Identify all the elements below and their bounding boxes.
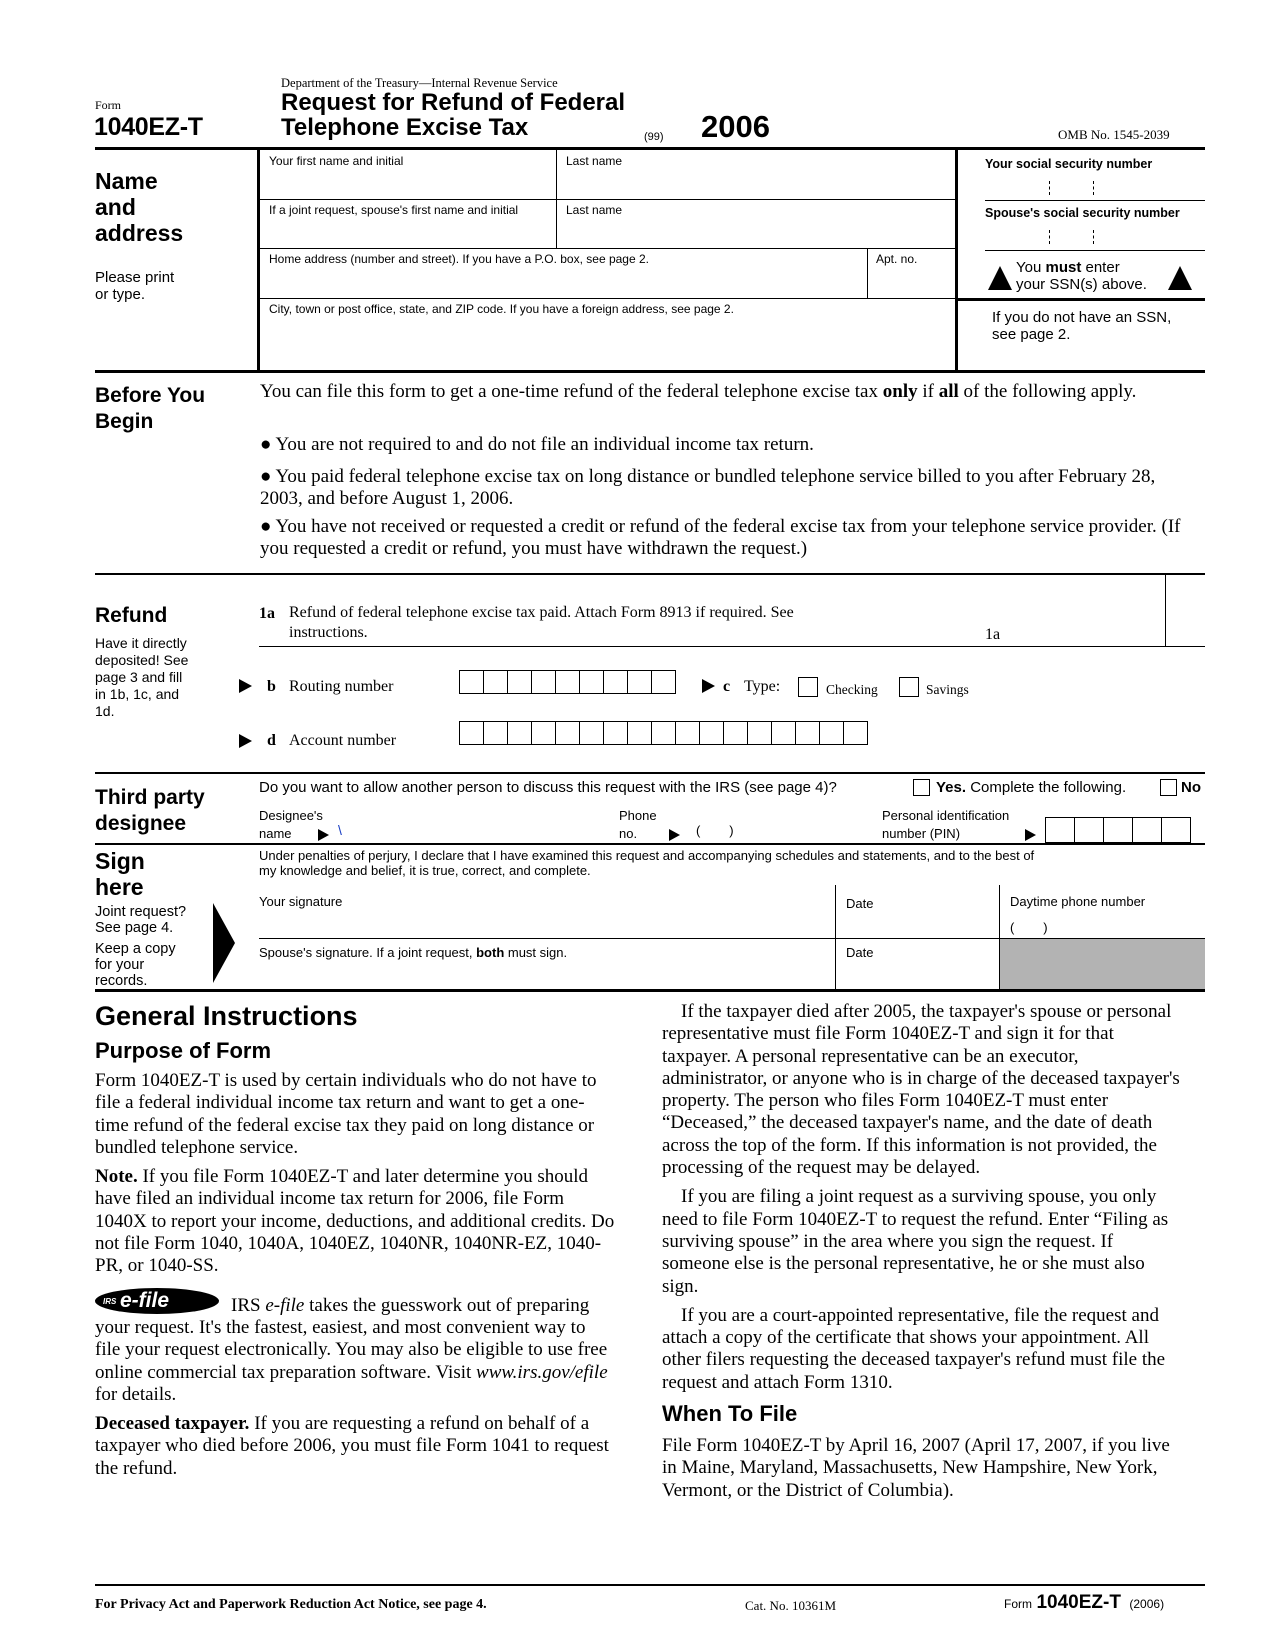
- pin-input[interactable]: [1045, 817, 1191, 843]
- footer-form-number: 1040EZ-T: [1036, 1592, 1121, 1613]
- must-enter-line1: [1016, 259, 1120, 276]
- line-1a-text-2: instructions.: [289, 624, 368, 641]
- must-enter-suffix: enter: [1081, 259, 1120, 276]
- spouse-ssn-underline: [985, 250, 1205, 251]
- designee-name-field[interactable]: [334, 822, 604, 842]
- privacy-notice: For Privacy Act and Paperwork Reduction Act Notice, see page 4.: [95, 1597, 487, 1612]
- byb-title-1: Before You: [95, 384, 206, 407]
- account-digit-box[interactable]: [676, 722, 700, 744]
- home-address-field[interactable]: [260, 249, 867, 298]
- no-ssn-note-1: If you do not have an SSN,: [992, 309, 1172, 326]
- keep-copy-note: [95, 941, 176, 989]
- type-label: Type:: [744, 678, 781, 695]
- form-label: Form: [95, 98, 122, 112]
- pin-digit-box[interactable]: [1162, 818, 1191, 842]
- spouse-date-field[interactable]: [836, 939, 998, 989]
- section-divider-4: [95, 843, 1205, 845]
- designee-question: Do you want to allow another person to discuss this request with the IRS (see page 4)?: [259, 779, 837, 796]
- first-name-label: Your first name and initial: [269, 154, 404, 168]
- joint-note-2: See page 4.: [95, 920, 174, 936]
- phone-label-1: Phone: [619, 808, 657, 823]
- efile-text-b: takes the guesswork out of preparing your request. It's the fastest, easiest, and most convenient way to file your request electronically. You may also be eligible to use free online commercial tax preparation software. Visit: [95, 1294, 608, 1383]
- ssn-block-divider: [957, 298, 1205, 301]
- refund-note-3: page 3 and fill: [95, 669, 183, 685]
- account-digit-box[interactable]: [748, 722, 772, 744]
- catalog-number: Cat. No. 10361M: [745, 1598, 836, 1613]
- account-digit-box[interactable]: [820, 722, 844, 744]
- byb-intro-a: You can file this form to get a one-time refund of the federal telephone excise tax: [260, 381, 883, 402]
- byb-intro-all: all: [938, 381, 959, 402]
- efile-text-c: for details.: [95, 1383, 177, 1405]
- first-name-field[interactable]: [260, 151, 556, 199]
- instructions-left-column: [95, 1000, 615, 1487]
- line-b-letter: b: [267, 678, 276, 695]
- savings-label: Savings: [926, 682, 969, 697]
- deceased-paragraph: [95, 1413, 615, 1480]
- keep-copy-1: Keep a copy: [95, 941, 176, 957]
- city-label: City, town or post office, state, and ZIP code. If you have a foreign address, see page 2.: [269, 302, 734, 316]
- sign-pointer-icon: [213, 903, 235, 983]
- section-divider-2: [95, 573, 1205, 575]
- deceased-text: If you are requesting a refund on behalf of a taxpayer who died before 2006, you must file Form 1041 to request the refund.: [95, 1413, 609, 1479]
- department-name: Department of the Treasury—Internal Revenue Service: [281, 76, 558, 90]
- must-enter-prefix: You: [1016, 259, 1046, 276]
- account-digit-box[interactable]: [652, 722, 676, 744]
- routing-number-input[interactable]: [459, 670, 676, 694]
- efile-paragraph: [95, 1288, 615, 1406]
- byb-bullet-3: ● You have not received or requested a credit or refund of the federal excise tax from your telephone service provider. (If you requested a credit or refund, you must have withdrawn the request.): [260, 516, 1181, 560]
- daytime-phone-parens: ( ): [1010, 920, 1048, 935]
- note-bold: Note.: [95, 1166, 138, 1188]
- home-address-label: Home address (number and street). If you have a P.O. box, see page 2.: [269, 252, 649, 266]
- spouse-last-name-label: Last name: [566, 203, 623, 217]
- spouse-signature-label: [259, 945, 567, 960]
- account-digit-box[interactable]: [700, 722, 724, 744]
- designee-name-label-2: name: [259, 826, 292, 841]
- efile-italic: e-file: [265, 1294, 305, 1316]
- routing-digit-box[interactable]: [580, 671, 604, 693]
- when-to-file-text: File Form 1040EZ-T by April 16, 2007 (April 17, 2007, if you live in Maine, Maryland, Massachusetts, New Hampshire, New York, Vermont, or the District of Columbia).: [662, 1435, 1170, 1501]
- spouse-first-name-label: If a joint request, spouse's first name and initial: [269, 203, 519, 217]
- designee-name-label-1: Designee's: [259, 808, 323, 823]
- section-title-name: Name: [95, 168, 158, 194]
- print-note-2: or type.: [95, 286, 146, 303]
- ssn-separator-2: [1093, 181, 1094, 195]
- designee-no-checkbox[interactable]: [1160, 779, 1177, 796]
- checking-checkbox[interactable]: [798, 677, 818, 697]
- routing-digit-box[interactable]: [604, 671, 628, 693]
- up-arrow-right-icon: [1168, 266, 1192, 290]
- account-digit-box[interactable]: [604, 722, 628, 744]
- footer-form-id: [1004, 1592, 1164, 1614]
- designee-no-label: No: [1181, 779, 1201, 796]
- when-to-file-heading: When To File: [662, 1401, 798, 1427]
- keep-copy-3: records.: [95, 973, 148, 989]
- omb-number: OMB No. 1545-2039: [1058, 127, 1170, 142]
- designee-title-1: Third party: [95, 786, 205, 809]
- spouse-sig-prefix: Spouse's signature. If a joint request,: [259, 945, 477, 960]
- yes-suffix: Complete the following.: [966, 779, 1127, 796]
- note-text: If you file Form 1040EZ-T and later determine you should have filed an individual income tax return for 2006, file Form 1040X to report your income, deductions, and additional credits. Do not file Form 1040, 1040A, 1040EZ, 1040NR, 1040NR-EZ, 1040-PR, or 1040-SS.: [95, 1166, 615, 1277]
- designee-phone-parens: ( ): [696, 823, 734, 838]
- line-1a-text-1: Refund of federal telephone excise tax paid. Attach Form 8913 if required. See: [289, 604, 794, 621]
- efile-logo-irs: IRS: [103, 1296, 117, 1306]
- routing-digit-box[interactable]: [508, 671, 532, 693]
- routing-digit-box[interactable]: [532, 671, 556, 693]
- your-signature-field[interactable]: [259, 889, 834, 937]
- purpose-heading: Purpose of Form: [95, 1038, 272, 1063]
- instructions-right-column: [662, 1001, 1180, 1509]
- perjury-statement: [259, 848, 1034, 878]
- efile-text-a: IRS: [231, 1294, 266, 1316]
- pin-digit-box[interactable]: [1075, 818, 1104, 842]
- routing-digit-box[interactable]: [556, 671, 580, 693]
- account-digit-box[interactable]: [844, 722, 868, 744]
- byb-bullet-2-text: You paid federal telephone excise tax on long distance or bundled telephone service billed to you after February 28, 2003, and before August 1, 2006.: [260, 466, 1156, 510]
- line-b-arrow-icon: [239, 679, 252, 698]
- form-title-line2: Telephone Excise Tax: [281, 114, 529, 141]
- designee-name-value: \: [338, 822, 342, 838]
- last-name-label: Last name: [566, 154, 623, 168]
- joint-note: [95, 904, 186, 936]
- footer-divider: [95, 1584, 1205, 1586]
- ssn-separator-1: [1049, 181, 1050, 195]
- purpose-text: Form 1040EZ-T is used by certain individuals who do not have to file a federal individual income tax return and want to get a one-time refund of the federal excise tax they paid on long distance or bundled telephone service.: [95, 1070, 597, 1158]
- section-title-and: and: [95, 194, 136, 220]
- apt-field[interactable]: [868, 249, 955, 298]
- spouse-first-name-field[interactable]: [260, 200, 556, 248]
- designee-title-2: designee: [95, 812, 187, 835]
- refund-note-1: Have it directly: [95, 635, 187, 651]
- form-number: 1040EZ-T: [94, 113, 203, 141]
- line-d-arrow-icon: [239, 734, 252, 753]
- efile-url-link[interactable]: www.irs.gov/efile: [476, 1361, 608, 1383]
- account-digit-box[interactable]: [724, 722, 748, 744]
- refund-note: [95, 635, 188, 720]
- right-para-1: If the taxpayer died after 2005, the taxpayer's spouse or personal representative must file Form 1040EZ-T and sign it for that taxpayer. A personal representative can be an executor, administrator, or anyone who is in charge of the deceased taxpayer's property. The person who files Form 1040EZ-T must enter “Deceased,” the deceased taxpayer's name, and the date of death across the top of the form. If this information is not provided, the processing of the request may be delayed.: [662, 1001, 1180, 1179]
- footer-form-label: Form: [1004, 1597, 1032, 1611]
- section-divider-5: [95, 989, 1205, 992]
- note-paragraph: [95, 1166, 615, 1277]
- line-1a-underline: [259, 646, 1205, 647]
- line-1a-number: 1a: [259, 605, 275, 622]
- deceased-bold: Deceased taxpayer.: [95, 1413, 250, 1435]
- routing-digit-box[interactable]: [460, 671, 484, 693]
- yes-label: Yes.: [936, 779, 967, 796]
- spouse-ssn-field[interactable]: [985, 202, 1205, 250]
- daytime-phone-field[interactable]: [1000, 889, 1205, 937]
- account-label: Account number: [289, 732, 397, 749]
- routing-digit-box[interactable]: [652, 671, 676, 693]
- must-enter-line2: your SSN(s) above.: [1016, 276, 1147, 293]
- byb-intro-only: only: [882, 381, 918, 402]
- line-1a-box-label: 1a: [985, 626, 1001, 643]
- line-c-arrow-icon: [702, 679, 715, 698]
- general-instructions-title: General Instructions: [95, 1001, 358, 1031]
- account-digit-box[interactable]: [460, 722, 484, 744]
- section-divider-3: [95, 772, 1205, 774]
- line-c-letter: c: [723, 678, 731, 695]
- account-digit-box[interactable]: [532, 722, 556, 744]
- name-box-right-border: [955, 150, 958, 371]
- date-label: Date: [846, 896, 874, 911]
- spouse-sig-suffix: must sign.: [504, 945, 568, 960]
- designee-yes-checkbox[interactable]: [913, 779, 930, 796]
- joint-note-1: Joint request?: [95, 904, 187, 920]
- perjury-line-2: my knowledge and belief, it is true, correct, and complete.: [259, 863, 591, 878]
- account-digit-box[interactable]: [580, 722, 604, 744]
- apt-label: Apt. no.: [876, 252, 918, 266]
- routing-digit-box[interactable]: [628, 671, 652, 693]
- byb-intro-b: if: [917, 381, 939, 402]
- last-name-field[interactable]: [557, 151, 955, 199]
- refund-amount-field[interactable]: [1166, 576, 1205, 646]
- spouse-date-label: Date: [846, 945, 874, 960]
- byb-title-2: Begin: [95, 410, 154, 433]
- perjury-line-1: Under penalties of perjury, I declare that I have examined this request and accompanying schedules and statements, and to the best of: [259, 848, 1035, 863]
- date-field[interactable]: [836, 889, 998, 937]
- footer-year: (2006): [1129, 1597, 1165, 1611]
- refund-note-5: 1d.: [95, 703, 115, 719]
- byb-bullet-3-text: You have not received or requested a credit or refund of the federal excise tax from your telephone service provider. (If you requested a credit or refund, you must have withdrawn the request.): [260, 516, 1181, 560]
- section-divider-1: [95, 370, 1205, 373]
- keep-copy-2: for your: [95, 957, 145, 973]
- refund-title: Refund: [95, 604, 168, 627]
- refund-note-4: in 1b, 1c, and: [95, 686, 180, 702]
- spouse-signature-field[interactable]: [259, 939, 834, 989]
- efile-logo-text: e-file: [120, 1288, 170, 1312]
- spouse-ssn-separator-2: [1093, 230, 1094, 244]
- byb-bullet-2: ● You paid federal telephone excise tax on long distance or bundled telephone service billed to you after February 28, 2003, and before August 1, 2006.: [260, 466, 1156, 510]
- spouse-ssn-label: Spouse's social security number: [985, 206, 1180, 220]
- must-enter-bold: must: [1045, 259, 1082, 276]
- designee-yes-label: [936, 779, 1126, 796]
- pin-label-2: number (PIN): [882, 826, 961, 841]
- ssn-underline: [985, 200, 1205, 201]
- sign-title-2: here: [95, 874, 144, 900]
- sign-title-1: Sign: [95, 848, 145, 874]
- ssn-field[interactable]: [985, 153, 1205, 201]
- print-note-1: Please print: [95, 269, 175, 286]
- spouse-ssn-separator-1: [1049, 230, 1050, 244]
- shaded-area: [1000, 939, 1205, 989]
- up-arrow-left-icon: [988, 266, 1012, 290]
- right-para-3: If you are a court-appointed representative, file the request and attach a copy of the certificate that shows your appointment. All other filers requesting the deceased taxpayer's refund must file the request and attach Form 1310.: [662, 1304, 1166, 1393]
- pin-digit-box[interactable]: [1046, 818, 1075, 842]
- pin-label-1: Personal identification: [882, 808, 1010, 823]
- right-para-2: If you are filing a joint request as a surviving spouse, you only need to file Form 1040EZ-T to request the refund. Enter “Filing as surviving spouse” in the area where you sign the request. If someone else is the personal representative, he or she must also sign.: [662, 1186, 1169, 1297]
- refund-note-2: deposited! See: [95, 652, 189, 668]
- spouse-last-name-field[interactable]: [557, 200, 955, 248]
- byb-bullet-1-text: You are not required to and do not file an individual income tax return.: [275, 434, 814, 455]
- pin-digit-box[interactable]: [1104, 818, 1133, 842]
- routing-label: Routing number: [289, 678, 394, 695]
- account-number-input[interactable]: [459, 721, 868, 745]
- city-field[interactable]: [260, 299, 955, 369]
- account-digit-box[interactable]: [508, 722, 532, 744]
- line-d-letter: d: [267, 732, 276, 749]
- account-digit-box[interactable]: [772, 722, 796, 744]
- spouse-sig-bold: both: [476, 945, 505, 960]
- designee-phone-field[interactable]: [694, 822, 874, 842]
- your-signature-label: Your signature: [259, 894, 343, 909]
- header-divider: [95, 147, 1205, 150]
- no-ssn-note-2: see page 2.: [992, 326, 1071, 343]
- byb-bullet-1: ● You are not required to and do not file an individual income tax return.: [260, 434, 814, 455]
- routing-digit-box[interactable]: [484, 671, 508, 693]
- account-digit-box[interactable]: [628, 722, 652, 744]
- form-title-line1: Request for Refund of Federal: [281, 89, 626, 116]
- form-code: (99): [644, 131, 664, 143]
- checking-label: Checking: [826, 682, 878, 697]
- account-digit-box[interactable]: [796, 722, 820, 744]
- byb-intro: [260, 381, 1200, 403]
- pin-digit-box[interactable]: [1133, 818, 1162, 842]
- efile-logo-icon: [95, 1288, 219, 1314]
- tax-year: 2006: [701, 109, 770, 144]
- phone-label-2: no.: [619, 826, 638, 841]
- ssn-label: Your social security number: [985, 157, 1153, 171]
- section-title-address: address: [95, 220, 184, 246]
- savings-checkbox[interactable]: [899, 677, 919, 697]
- byb-intro-c: of the following apply.: [958, 381, 1137, 402]
- daytime-phone-label: Daytime phone number: [1010, 894, 1146, 909]
- account-digit-box[interactable]: [484, 722, 508, 744]
- account-digit-box[interactable]: [556, 722, 580, 744]
